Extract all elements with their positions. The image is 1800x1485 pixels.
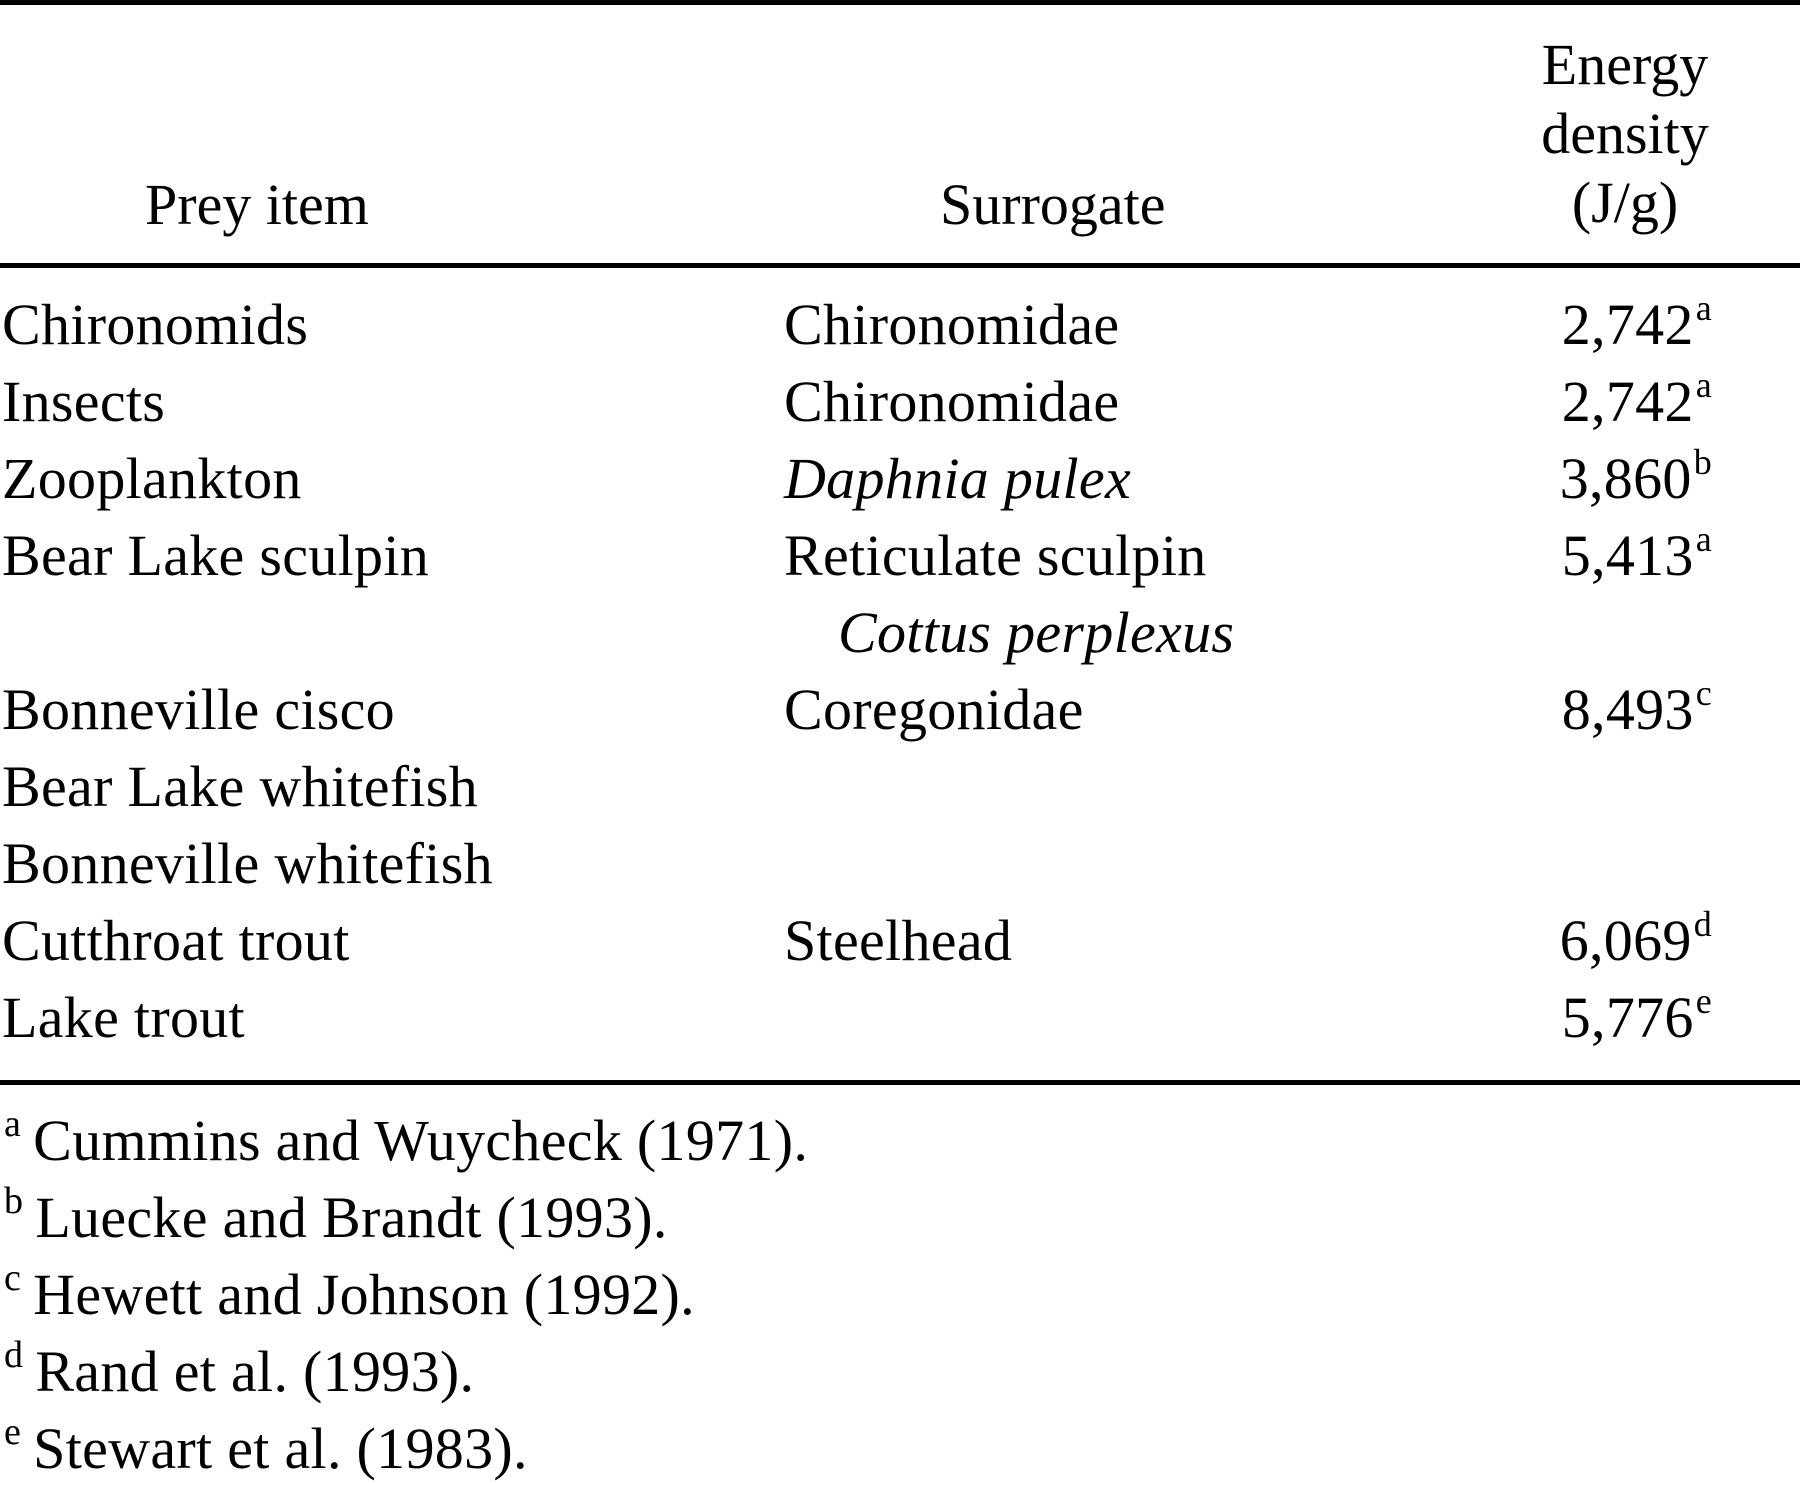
footnote-text: Stewart et al. (1983). [33, 1416, 528, 1481]
header-energy-density [1490, 30, 1760, 237]
footnote-marker: a [1695, 365, 1712, 405]
prey-item-cell: Chironomids [2, 292, 309, 357]
energy-density-cell [1559, 442, 1712, 512]
surrogate-cell: Reticulate sculpin [784, 523, 1207, 588]
energy-density-cell [1710, 600, 1712, 666]
table-top-rule [0, 0, 1800, 5]
footnote-marker: e [1695, 981, 1712, 1021]
energy-density-cell [1561, 365, 1712, 435]
footnote-marker: d [1693, 904, 1712, 944]
footnote [4, 1103, 809, 1174]
footnote-text: Cummins and Wuycheck (1971). [33, 1108, 809, 1173]
footnote-mark: c [4, 1257, 22, 1299]
header-prey-item: Prey item [145, 172, 369, 237]
footnote-mark: a [4, 1103, 22, 1145]
header-rule [0, 263, 1800, 268]
energy-density-cell [1561, 288, 1712, 358]
energy-density-cell [1561, 673, 1712, 743]
prey-item-cell: Lake trout [2, 985, 245, 1050]
surrogate-cell: Coregonidae [784, 677, 1084, 742]
surrogate-cell: Steelhead [784, 908, 1013, 973]
energy-value: 5,776 [1561, 985, 1694, 1050]
prey-item-cell: Bear Lake sculpin [2, 523, 430, 588]
header-surrogate: Surrogate [940, 172, 1166, 237]
header-energy-line-1: Energy [1541, 32, 1709, 97]
footnote-mark: e [4, 1411, 22, 1453]
prey-item-cell: Zooplankton [2, 446, 302, 511]
prey-item-cell: Bonneville cisco [2, 677, 395, 742]
surrogate-cell: Daphnia pulex [784, 446, 1132, 511]
surrogate-cell: Chironomidae [784, 292, 1120, 357]
footnote-marker: a [1695, 288, 1712, 328]
energy-value: 2,742 [1561, 292, 1694, 357]
footnote [4, 1257, 695, 1328]
footnote-text: Hewett and Johnson (1992). [33, 1262, 695, 1327]
footnote-marker: a [1695, 519, 1712, 559]
energy-density-cell [1561, 981, 1712, 1051]
footnote-mark: d [4, 1334, 24, 1376]
footnote-marker: b [1693, 442, 1712, 482]
energy-value: 5,413 [1561, 523, 1694, 588]
footnote-text: Luecke and Brandt (1993). [35, 1185, 668, 1250]
energy-density-cell [1710, 831, 1712, 897]
energy-value: 3,860 [1559, 446, 1692, 511]
prey-item-cell: Insects [2, 369, 166, 434]
header-energy-line-3: (J/g) [1571, 170, 1679, 235]
footnote [4, 1411, 528, 1482]
footnote [4, 1334, 475, 1405]
table-bottom-rule [0, 1080, 1800, 1085]
prey-item-cell: Cutthroat trout [2, 908, 350, 973]
energy-value: 6,069 [1559, 908, 1692, 973]
energy-density-cell [1559, 904, 1712, 974]
energy-value: 8,493 [1561, 677, 1694, 742]
prey-item-cell: Bonneville whitefish [2, 831, 493, 896]
surrogate-cell: Cottus perplexus [838, 600, 1235, 665]
prey-item-cell: Bear Lake whitefish [2, 754, 478, 819]
footnote [4, 1180, 668, 1251]
footnote-marker: c [1695, 673, 1712, 713]
surrogate-cell: Chironomidae [784, 369, 1120, 434]
footnote-text: Rand et al. (1993). [35, 1339, 475, 1404]
header-energy-line-2: density [1541, 101, 1709, 166]
energy-density-cell [1710, 754, 1712, 820]
energy-density-cell [1561, 519, 1712, 589]
footnote-mark: b [4, 1180, 24, 1222]
energy-value: 2,742 [1561, 369, 1694, 434]
